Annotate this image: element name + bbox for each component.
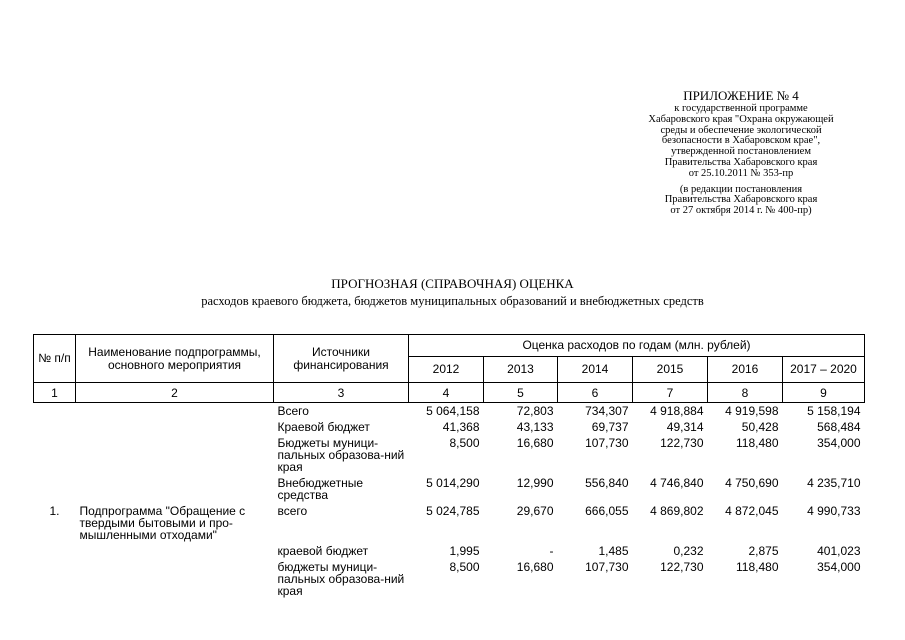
row-value: 734,307 [585, 404, 629, 418]
row-name [76, 475, 274, 503]
row-value: 49,314 [666, 420, 704, 434]
header-year: 2016 [708, 357, 783, 383]
row-source: краевой бюджет [277, 544, 369, 558]
table-row [34, 419, 865, 435]
row-num [34, 435, 76, 475]
row-value: 5 014,290 [426, 476, 480, 490]
appendix-heading: ПРИЛОЖЕНИЕ № 4 [683, 88, 799, 103]
row-num [34, 559, 76, 599]
row-value: 4 746,840 [650, 476, 704, 490]
row-name [76, 435, 274, 475]
header-year: 2014 [558, 357, 633, 383]
row-value: 1,485 [598, 544, 629, 558]
row-value: 122,730 [660, 436, 704, 450]
row-name [76, 419, 274, 435]
table-row [34, 559, 865, 599]
row-value: 568,484 [817, 420, 861, 434]
appendix-line: утвержденной постановлением [671, 146, 811, 158]
row-value: 118,480 [736, 436, 779, 450]
row-num [34, 419, 76, 435]
row-value: 4 990,733 [807, 504, 861, 518]
estimate-table [33, 334, 865, 599]
header-year: 2017 – 2020 [783, 357, 865, 383]
index-cell: 1 [34, 383, 76, 403]
revision-line: (в редакции постановления [679, 183, 803, 195]
header-source: Источники финансирования [274, 335, 409, 383]
header-estimate: Оценка расходов по годам (млн. рублей) [409, 335, 865, 357]
row-name [76, 559, 274, 599]
row-value: 2,875 [748, 544, 779, 558]
row-num: 1. [49, 504, 60, 518]
appendix-line: Правительства Хабаровского края [664, 156, 818, 168]
row-value: 401,023 [817, 544, 861, 558]
table-row [34, 543, 865, 559]
row-source: Краевой бюджет [277, 420, 370, 434]
revision-line: Правительства Хабаровского края [664, 194, 818, 206]
index-cell: 8 [708, 383, 783, 403]
row-value: 4 872,045 [725, 504, 779, 518]
row-source: Бюджеты муници-пальных образова-ний края [277, 436, 405, 474]
row-value: 72,803 [516, 404, 554, 418]
row-name [76, 403, 274, 420]
header-year: 2015 [633, 357, 708, 383]
row-source: бюджеты муници-пальных образова-ний края [277, 560, 405, 598]
row-name [76, 543, 274, 559]
row-source: всего [277, 504, 308, 518]
row-value: 4 869,802 [650, 504, 704, 518]
index-cell: 6 [558, 383, 633, 403]
row-value: 107,730 [585, 436, 629, 450]
appendix-line: Хабаровского края "Охрана окружающей [648, 113, 834, 125]
document-title: ПРОГНОЗНАЯ (СПРАВОЧНАЯ) ОЦЕНКА [331, 276, 574, 291]
row-source: Внебюджетные средства [277, 476, 364, 502]
row-value: 4 235,710 [807, 476, 861, 490]
row-value: 16,680 [516, 560, 554, 574]
header-num: № п/п [34, 335, 76, 383]
header-year: 2013 [484, 357, 558, 383]
header-name: Наименование подпрограммы, основного мероприятия [76, 335, 274, 383]
index-cell: 5 [484, 383, 558, 403]
index-cell: 2 [76, 383, 274, 403]
row-value: 16,680 [516, 436, 554, 450]
row-num [34, 543, 76, 559]
row-value: 4 750,690 [725, 476, 779, 490]
index-cell: 4 [409, 383, 484, 403]
row-value: 354,000 [817, 560, 861, 574]
row-value: 8,500 [449, 560, 480, 574]
index-cell: 7 [633, 383, 708, 403]
header-year: 2012 [409, 357, 484, 383]
row-num [34, 403, 76, 420]
index-cell: 3 [274, 383, 409, 403]
row-value: 354,000 [817, 436, 861, 450]
appendix-line: к государственной программе [674, 103, 808, 114]
row-value: 107,730 [585, 560, 629, 574]
appendix-line: безопасности в Хабаровском крае", [661, 135, 821, 147]
row-value: 122,730 [660, 560, 704, 574]
row-value: 69,737 [591, 420, 629, 434]
appendix-block [610, 88, 872, 217]
revision-line: от 27 октября 2014 г. № 400-пр) [670, 205, 812, 217]
row-name: Подпрограмма "Обращение с твердыми бытовыми и про-мышленными отходами" [79, 504, 246, 542]
row-value: 29,670 [516, 504, 554, 518]
appendix-line: среды и обеспечение экологической [660, 124, 822, 136]
row-source: Всего [277, 404, 309, 418]
table-body [34, 403, 865, 600]
row-value: 8,500 [449, 436, 480, 450]
row-value: 12,990 [516, 476, 554, 490]
row-num [34, 475, 76, 503]
index-cell: 9 [783, 383, 865, 403]
row-value: 556,840 [585, 476, 629, 490]
table-row [34, 475, 865, 503]
table-row [34, 503, 865, 543]
row-value: 4 919,598 [725, 404, 779, 418]
row-value: 1,995 [449, 544, 480, 558]
row-value: 50,428 [741, 420, 779, 434]
row-value: 4 918,884 [650, 404, 704, 418]
row-value: 41,368 [442, 420, 480, 434]
row-value: 0,232 [673, 544, 704, 558]
table-row [34, 435, 865, 475]
row-value: 5 158,194 [807, 404, 861, 418]
document-subtitle: расходов краевого бюджета, бюджетов муниципальных образований и внебюджетных средств [201, 294, 704, 308]
row-value: 118,480 [736, 560, 779, 574]
row-value: 5 024,785 [426, 504, 480, 518]
table-row [34, 403, 865, 420]
appendix-line: от 25.10.2011 № 353-пр [688, 167, 794, 179]
row-value: - [549, 544, 554, 558]
row-value: 43,133 [516, 420, 554, 434]
row-value: 5 064,158 [426, 404, 480, 418]
row-value: 666,055 [585, 504, 629, 518]
